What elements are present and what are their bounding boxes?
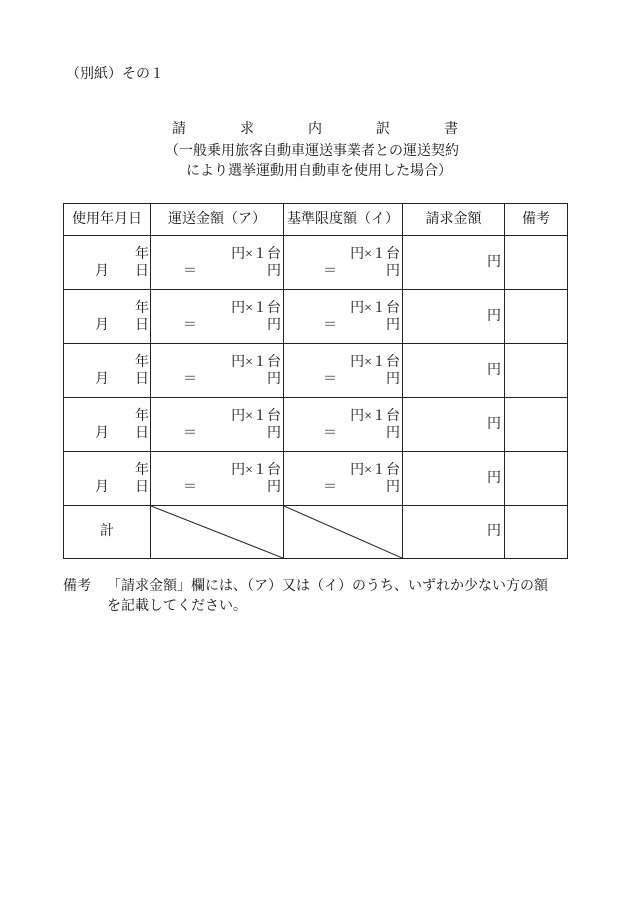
transport-yen-unit: 円 (267, 480, 281, 495)
note-text-line-1: 「請求金額」欄には、（ア）又は（イ）のうち、いずれか少ない方の額 (107, 579, 548, 594)
transport-yen-unit: 円 (267, 318, 281, 333)
header-usage-date: 使用年月日 (64, 204, 151, 236)
claim-yen-unit: 円 (487, 254, 501, 270)
remarks-cell (505, 452, 568, 506)
diagonal-strike-line (284, 506, 402, 558)
transport-amount-cell (151, 290, 284, 344)
limit-equals-sign: ＝ (323, 264, 337, 279)
transport-yen-unit: 円 (267, 426, 281, 441)
claim-amount-cell (403, 290, 505, 344)
table-total-section (64, 506, 568, 559)
limit-yen-unit: 円 (386, 318, 400, 333)
limit-yen-unit: 円 (386, 372, 400, 387)
note-label: 備考 (63, 579, 91, 594)
transport-yen-unit: 円 (267, 372, 281, 387)
table-row (64, 398, 568, 452)
transport-equals-sign: ＝ (183, 264, 197, 279)
breakdown-table (63, 203, 568, 559)
transport-rate: 円×１台 (231, 301, 281, 316)
standard-limit-cell (284, 290, 403, 344)
remarks-cell (505, 236, 568, 290)
remarks-cell (505, 344, 568, 398)
transport-amount-cell (151, 452, 284, 506)
table-row (64, 452, 568, 506)
document-title: 請求内訳書 (172, 122, 512, 137)
limit-equals-sign: ＝ (323, 318, 337, 333)
limit-yen-unit: 円 (386, 426, 400, 441)
transport-rate: 円×１台 (231, 247, 281, 262)
subtitle-line-2: により選挙運動用自動車を使用した場合） (186, 164, 452, 179)
table-header-row (64, 204, 568, 236)
claim-amount-cell (403, 344, 505, 398)
header-claim-amount: 請求金額 (403, 204, 505, 236)
header-standard-limit: 基準限度額（イ） (284, 204, 403, 236)
month-unit: 月 (95, 480, 109, 495)
standard-limit-cell (284, 398, 403, 452)
diagonal-strike-line (151, 506, 283, 558)
claim-yen-unit: 円 (487, 308, 501, 324)
transport-equals-sign: ＝ (183, 372, 197, 387)
standard-limit-cell (284, 344, 403, 398)
total-label: 計 (100, 524, 114, 539)
note-text-line-2: を記載してください。 (107, 599, 247, 614)
transport-yen-unit: 円 (267, 264, 281, 279)
total-claim-cell (403, 506, 505, 559)
limit-rate: 円×１台 (350, 247, 400, 262)
remarks-cell (505, 398, 568, 452)
month-unit: 月 (95, 372, 109, 387)
year-unit: 年 (135, 463, 149, 478)
transport-amount-cell (151, 344, 284, 398)
day-unit: 日 (135, 264, 149, 279)
day-unit: 日 (135, 480, 149, 495)
subtitle-line-1: （一般乗用旅客自動車運送事業者との運送契約 (165, 144, 459, 159)
claim-amount-cell (403, 398, 505, 452)
limit-rate: 円×１台 (350, 463, 400, 478)
standard-limit-cell (284, 452, 403, 506)
header-remarks: 備考 (505, 204, 568, 236)
total-claim-yen-unit: 円 (487, 524, 501, 539)
limit-equals-sign: ＝ (323, 480, 337, 495)
transport-equals-sign: ＝ (183, 318, 197, 333)
total-transport-cell (151, 506, 284, 559)
claim-amount-cell (403, 236, 505, 290)
month-unit: 月 (95, 426, 109, 441)
transport-amount-cell (151, 398, 284, 452)
limit-rate: 円×１台 (350, 301, 400, 316)
total-limit-cell (284, 506, 403, 559)
table-row (64, 344, 568, 398)
month-unit: 月 (95, 264, 109, 279)
usage-date-cell (64, 236, 151, 290)
transport-equals-sign: ＝ (183, 426, 197, 441)
limit-equals-sign: ＝ (323, 372, 337, 387)
limit-yen-unit: 円 (386, 480, 400, 495)
transport-rate: 円×１台 (231, 355, 281, 370)
limit-yen-unit: 円 (386, 264, 400, 279)
year-unit: 年 (135, 301, 149, 316)
year-unit: 年 (135, 247, 149, 262)
attachment-label: （別紙）その１ (66, 67, 164, 82)
claim-yen-unit: 円 (487, 470, 501, 486)
day-unit: 日 (135, 318, 149, 333)
claim-amount-cell (403, 452, 505, 506)
limit-equals-sign: ＝ (323, 426, 337, 441)
day-unit: 日 (135, 426, 149, 441)
usage-date-cell (64, 398, 151, 452)
year-unit: 年 (135, 355, 149, 370)
limit-rate: 円×１台 (350, 355, 400, 370)
day-unit: 日 (135, 372, 149, 387)
remarks-cell (505, 290, 568, 344)
total-label-cell (64, 506, 151, 559)
transport-amount-cell (151, 236, 284, 290)
claim-yen-unit: 円 (487, 416, 501, 432)
total-row (64, 506, 568, 559)
year-unit: 年 (135, 409, 149, 424)
usage-date-cell (64, 290, 151, 344)
table-row (64, 236, 568, 290)
table-row (64, 290, 568, 344)
claim-yen-unit: 円 (487, 362, 501, 378)
usage-date-cell (64, 452, 151, 506)
table-body (64, 236, 568, 506)
transport-rate: 円×１台 (231, 463, 281, 478)
transport-rate: 円×１台 (231, 409, 281, 424)
month-unit: 月 (95, 318, 109, 333)
limit-rate: 円×１台 (350, 409, 400, 424)
usage-date-cell (64, 344, 151, 398)
total-remarks-cell (505, 506, 568, 559)
standard-limit-cell (284, 236, 403, 290)
header-transport-amount: 運送金額（ア） (151, 204, 284, 236)
transport-equals-sign: ＝ (183, 480, 197, 495)
